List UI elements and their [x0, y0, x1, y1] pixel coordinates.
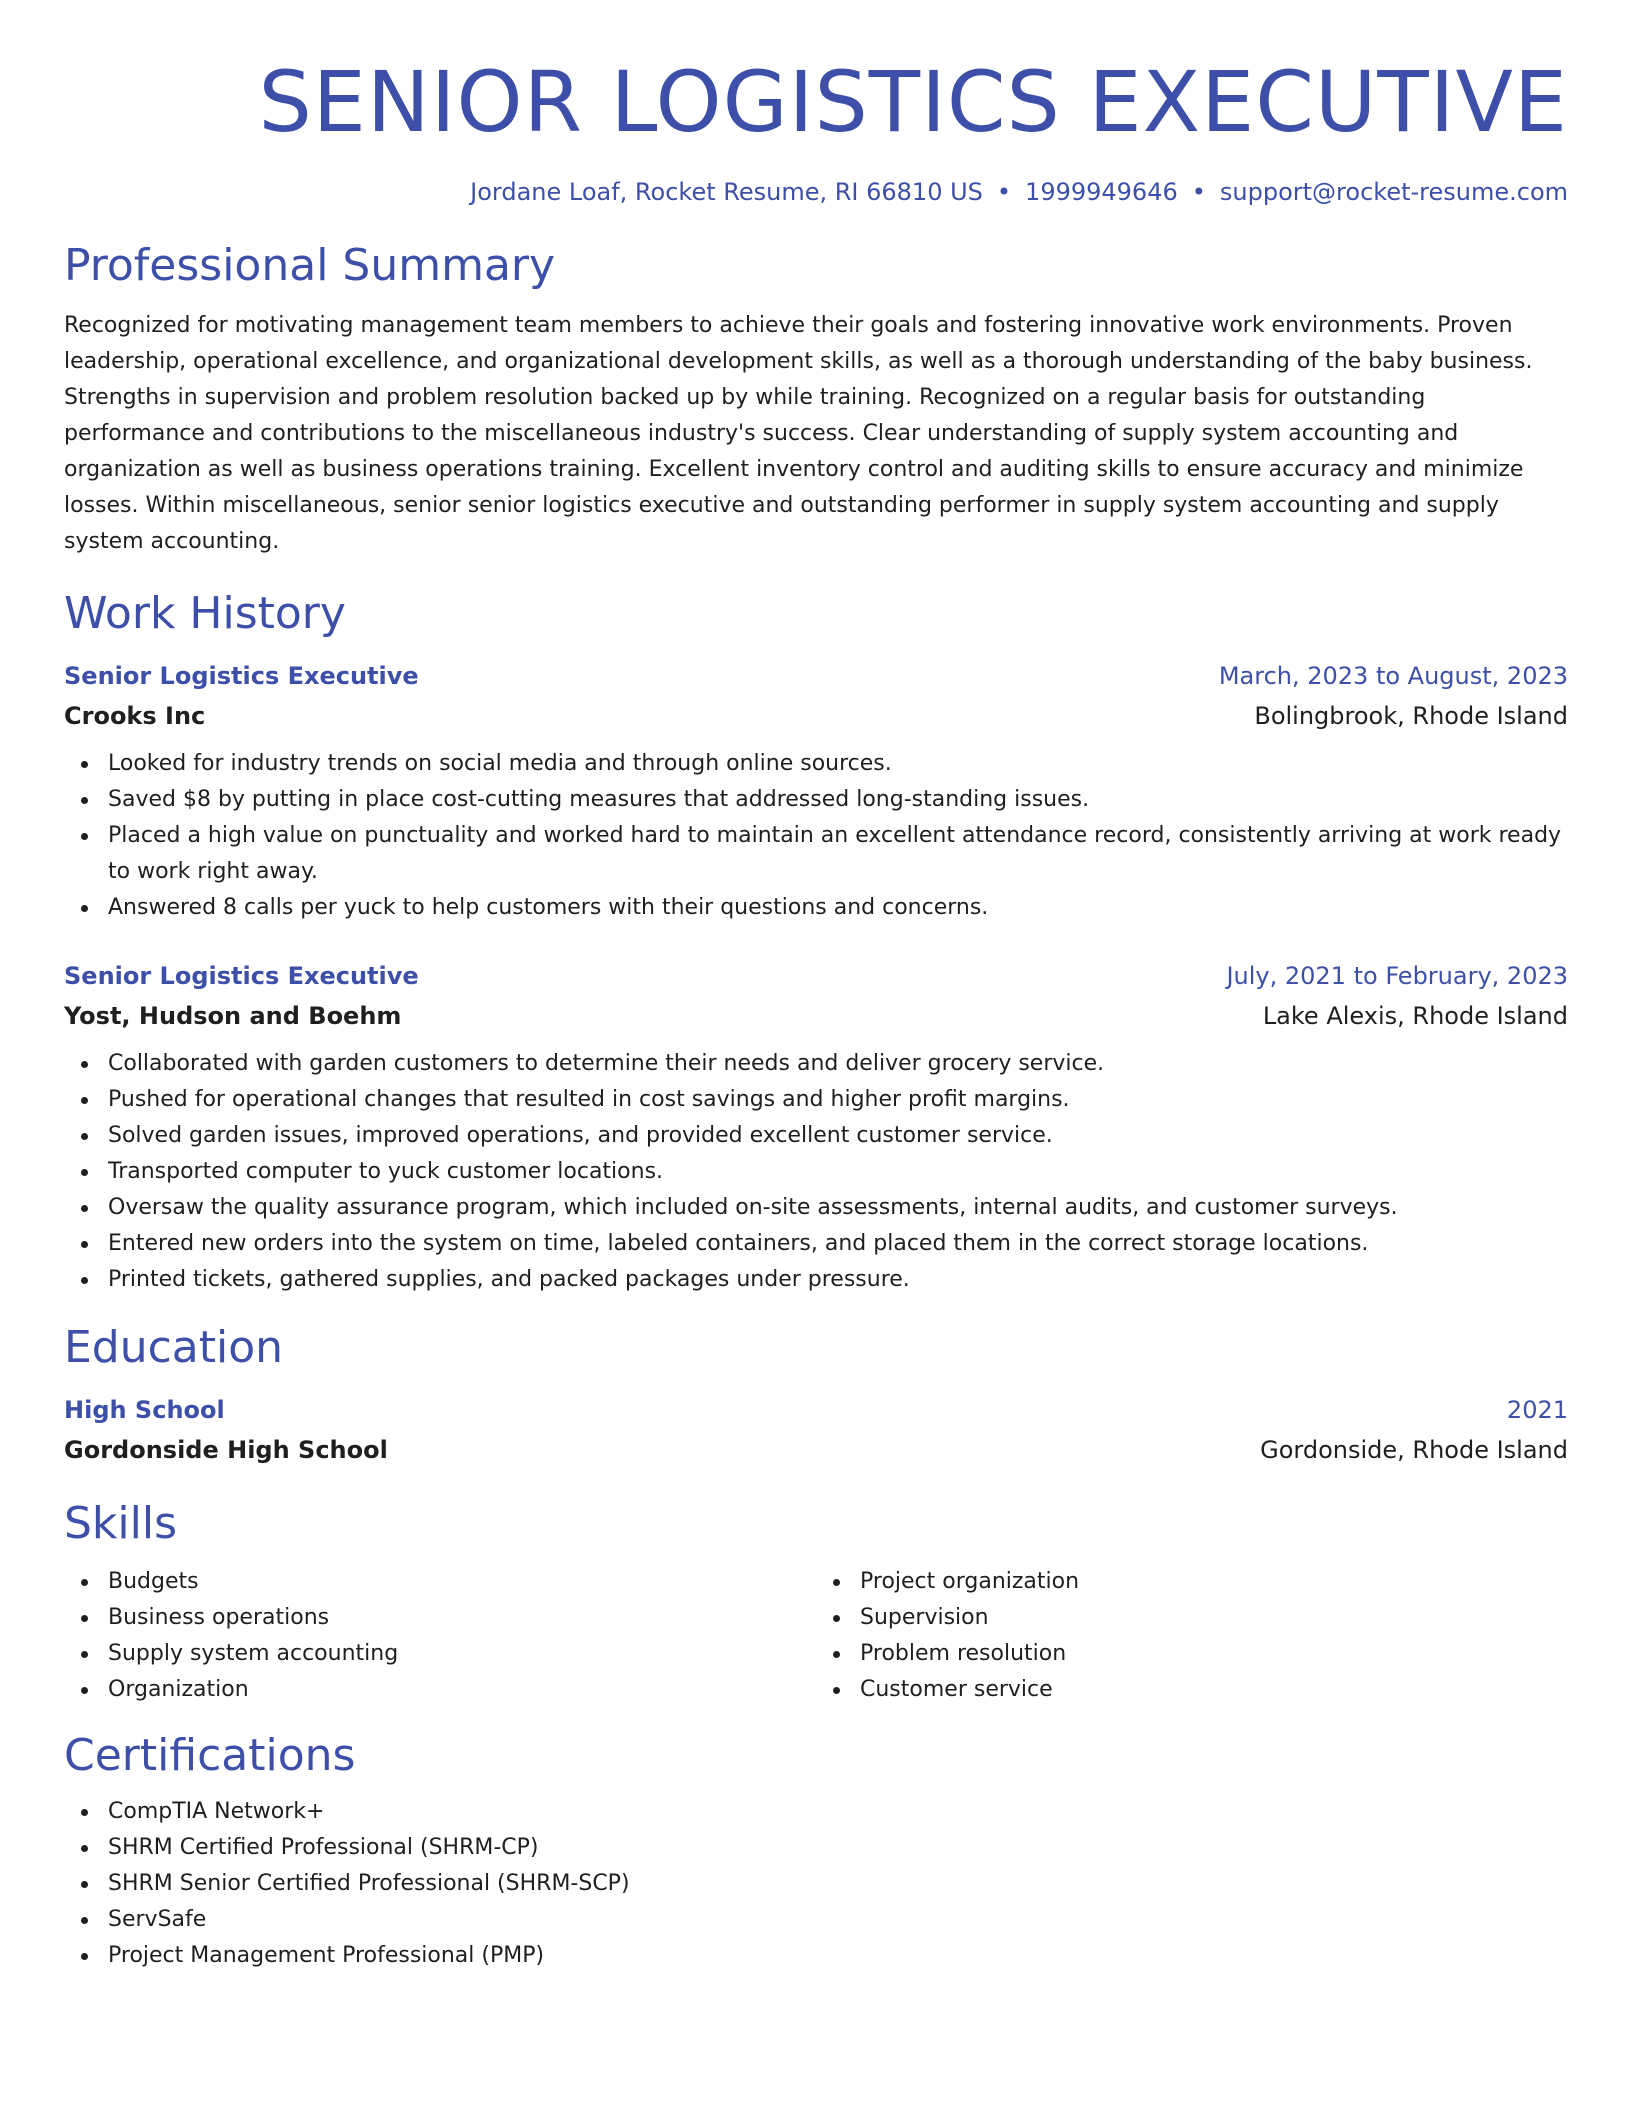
education-location: Gordonside, Rhode Island [1260, 1436, 1568, 1464]
skills-list-right [816, 1564, 1568, 1708]
skill-item: Problem resolution [860, 1636, 1568, 1672]
skill-item: Project organization [860, 1564, 1568, 1600]
skill-item: Supervision [860, 1600, 1568, 1636]
certification-item: ServSafe [108, 1902, 1568, 1938]
job-entry [64, 956, 1568, 1298]
contact-line [64, 176, 1568, 208]
certification-item: CompTIA Network+ [108, 1794, 1568, 1830]
job-bullet: Pushed for operational changes that resulted in cost savings and higher profit margins. [108, 1082, 1568, 1118]
certifications-list [64, 1794, 1568, 1974]
job-bullet: Saved $8 by putting in place cost-cutting measures that addressed long-standing issues. [108, 782, 1568, 818]
education-heading: Education [64, 1322, 284, 1373]
education-degree: High School [64, 1396, 225, 1424]
job-bullet: Looked for industry trends on social media and through online sources. [108, 746, 1568, 782]
contact-separator: • [1191, 178, 1206, 206]
job-dates: July, 2021 to February, 2023 [1226, 962, 1568, 990]
skills-grid [64, 1564, 1568, 1708]
resume-title: SENIOR LOGISTICS EXECUTIVE [258, 53, 1568, 151]
skills-list-left [64, 1564, 816, 1708]
education-year: 2021 [1506, 1396, 1568, 1424]
skills-heading: Skills [64, 1498, 178, 1549]
skill-item: Customer service [860, 1672, 1568, 1708]
job-role: Senior Logistics Executive [64, 662, 419, 690]
contact-separator: • [996, 178, 1012, 206]
job-bullet: Collaborated with garden customers to determine their needs and deliver grocery service. [108, 1046, 1568, 1082]
job-company: Crooks Inc [64, 702, 206, 730]
job-entry [64, 656, 1568, 926]
education-entry [64, 1390, 1568, 1470]
summary-heading: Professional Summary [64, 240, 556, 291]
job-dates: March, 2023 to August, 2023 [1218, 662, 1568, 690]
job-location: Lake Alexis, Rhode Island [1262, 1002, 1568, 1030]
skill-item: Business operations [108, 1600, 816, 1636]
contact-address: Jordane Loaf, Rocket Resume, RI 66810 US [470, 178, 983, 206]
job-bullet: Transported computer to yuck customer locations. [108, 1154, 1568, 1190]
job-location: Bolingbrook, Rhode Island [1254, 702, 1568, 730]
job-bullets [64, 746, 1568, 926]
skill-item: Organization [108, 1672, 816, 1708]
contact-email: support@rocket-resume.com [1219, 178, 1568, 206]
skill-item: Budgets [108, 1564, 816, 1600]
job-bullets [64, 1046, 1568, 1298]
job-company: Yost, Hudson and Boehm [64, 1002, 402, 1030]
job-bullet: Answered 8 calls per yuck to help customers with their questions and concerns. [108, 890, 1568, 926]
job-bullet: Solved garden issues, improved operations, and provided excellent customer service. [108, 1118, 1568, 1154]
certification-item: SHRM Senior Certified Professional (SHRM-SCP) [108, 1866, 1568, 1902]
contact-phone: 1999949646 [1025, 178, 1178, 206]
skill-item: Supply system accounting [108, 1636, 816, 1672]
education-school: Gordonside High School [64, 1436, 388, 1464]
certifications-heading: Certifications [64, 1730, 356, 1781]
job-role: Senior Logistics Executive [64, 962, 419, 990]
job-bullet: Entered new orders into the system on time, labeled containers, and placed them in the correct storage locations. [108, 1226, 1568, 1262]
job-bullet: Printed tickets, gathered supplies, and packed packages under pressure. [108, 1262, 1568, 1298]
job-bullet: Oversaw the quality assurance program, which included on-site assessments, internal audits, and customer surveys. [108, 1190, 1568, 1226]
job-bullet: Placed a high value on punctuality and worked hard to maintain an excellent attendance record, consistently arriving at work ready to work right away. [108, 818, 1568, 890]
work-history-heading: Work History [64, 588, 346, 639]
summary-text: Recognized for motivating management team members to achieve their goals and fostering innovative work environments. Proven leadership, operational excellence, and organizational development skills, as well as a thorough understanding of the baby business. Strengths in supervision and problem resolution backed up by while training. Recognized on a regular basis for outstanding performance and contributions to the miscellaneous industry's success. Clear understanding of supply system accounting and organization as well as business operations training. Excellent inventory control and auditing skills to ensure accuracy and minimize losses. Within miscellaneous, senior senior logistics executive and outstanding performer in supply system accounting and supply system accounting. [64, 313, 1533, 554]
certification-item: Project Management Professional (PMP) [108, 1938, 1568, 1974]
certification-item: SHRM Certified Professional (SHRM-CP) [108, 1830, 1568, 1866]
